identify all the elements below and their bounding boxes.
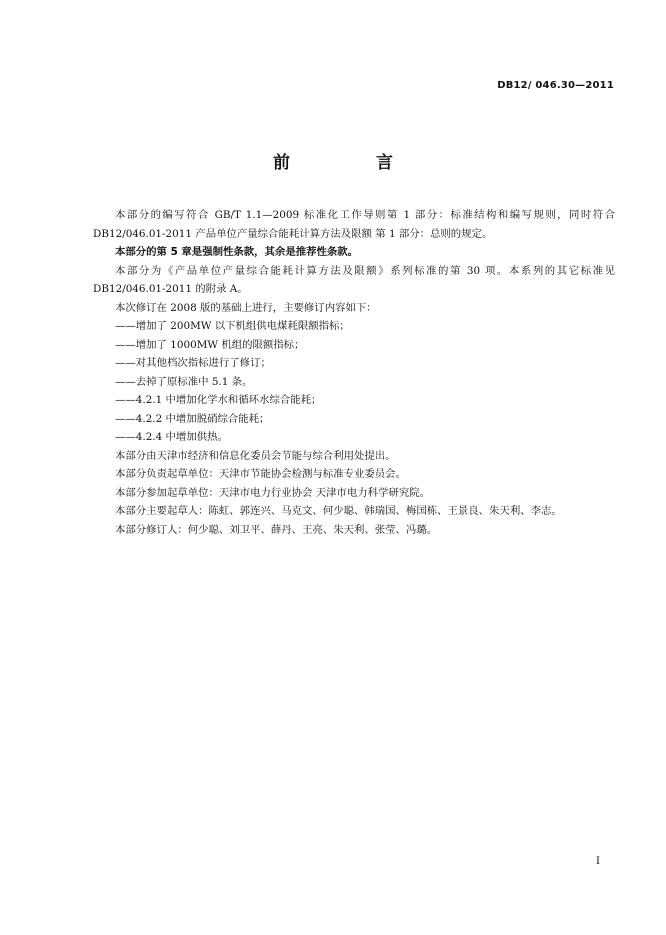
revision-item: ——增加了 200MW 以下机组供电煤耗限额指标； [115,320,350,332]
credit-proposer: 本部分由天津市经济和信息化委员会节能与综合利用处提出。 [115,449,396,462]
standard-code: DB12/ 046.30—2011 [497,80,614,91]
credit-revisers: 本部分修订人：何少聪、刘卫平、薛丹、王亮、朱天利、张莹、冯璐。 [115,523,438,536]
revision-item: ——4.2.4 中增加供热。 [115,431,228,443]
revision-item: ——去掉了原标准中 5.1 条。 [115,375,253,388]
paragraph-mandatory: 本部分的第 5 章是强制性条款，其余是推荐性条款。 [115,246,359,258]
paragraph-compliance: 本部分的编写符合 GB/T 1.1—2009 标准化工作导则第 1 部分：标准结构和编写规则，同时符合DB12/046.01-2011 产品单位产量综合能耗计算方法及限额 第 1 部分：总则的规定。 [93,209,615,240]
revision-item: ——4.2.1 中增加化学水和循环水综合能耗； [115,394,322,406]
revision-item: ——4.2.2 中增加脱硝综合能耗； [115,412,270,425]
credit-responsible-unit: 本部分负责起草单位：天津市节能协会检测与标准专业委员会。 [115,468,406,480]
paragraph-series: 本部分为《产品单位产量综合能耗计算方法及限额》系列标准的第 30 项。本系列的其它标准见DB12/046.01-2011 的附录 A。 [93,264,615,295]
page-number: I [596,856,600,867]
revision-list [93,317,615,447]
revision-item: ——增加了 1000MW 机组的限额指标； [115,338,305,351]
paragraph-revision-intro: 本次修订在 2008 版的基础上进行，主要修订内容如下： [115,301,377,314]
credit-participating-units: 本部分参加起草单位：天津市电力行业协会 天津市电力科学研究院。 [115,486,431,499]
revision-item: ——对其他档次指标进行了修订； [115,357,271,369]
credit-main-drafters: 本部分主要起草人：陈虹、郭连兴、马克文、何少聪、韩瑞国、梅国栋、王景良、朱天利、李志。 [115,505,562,517]
document-body [93,206,615,539]
page-title: 前 言 [273,153,433,173]
